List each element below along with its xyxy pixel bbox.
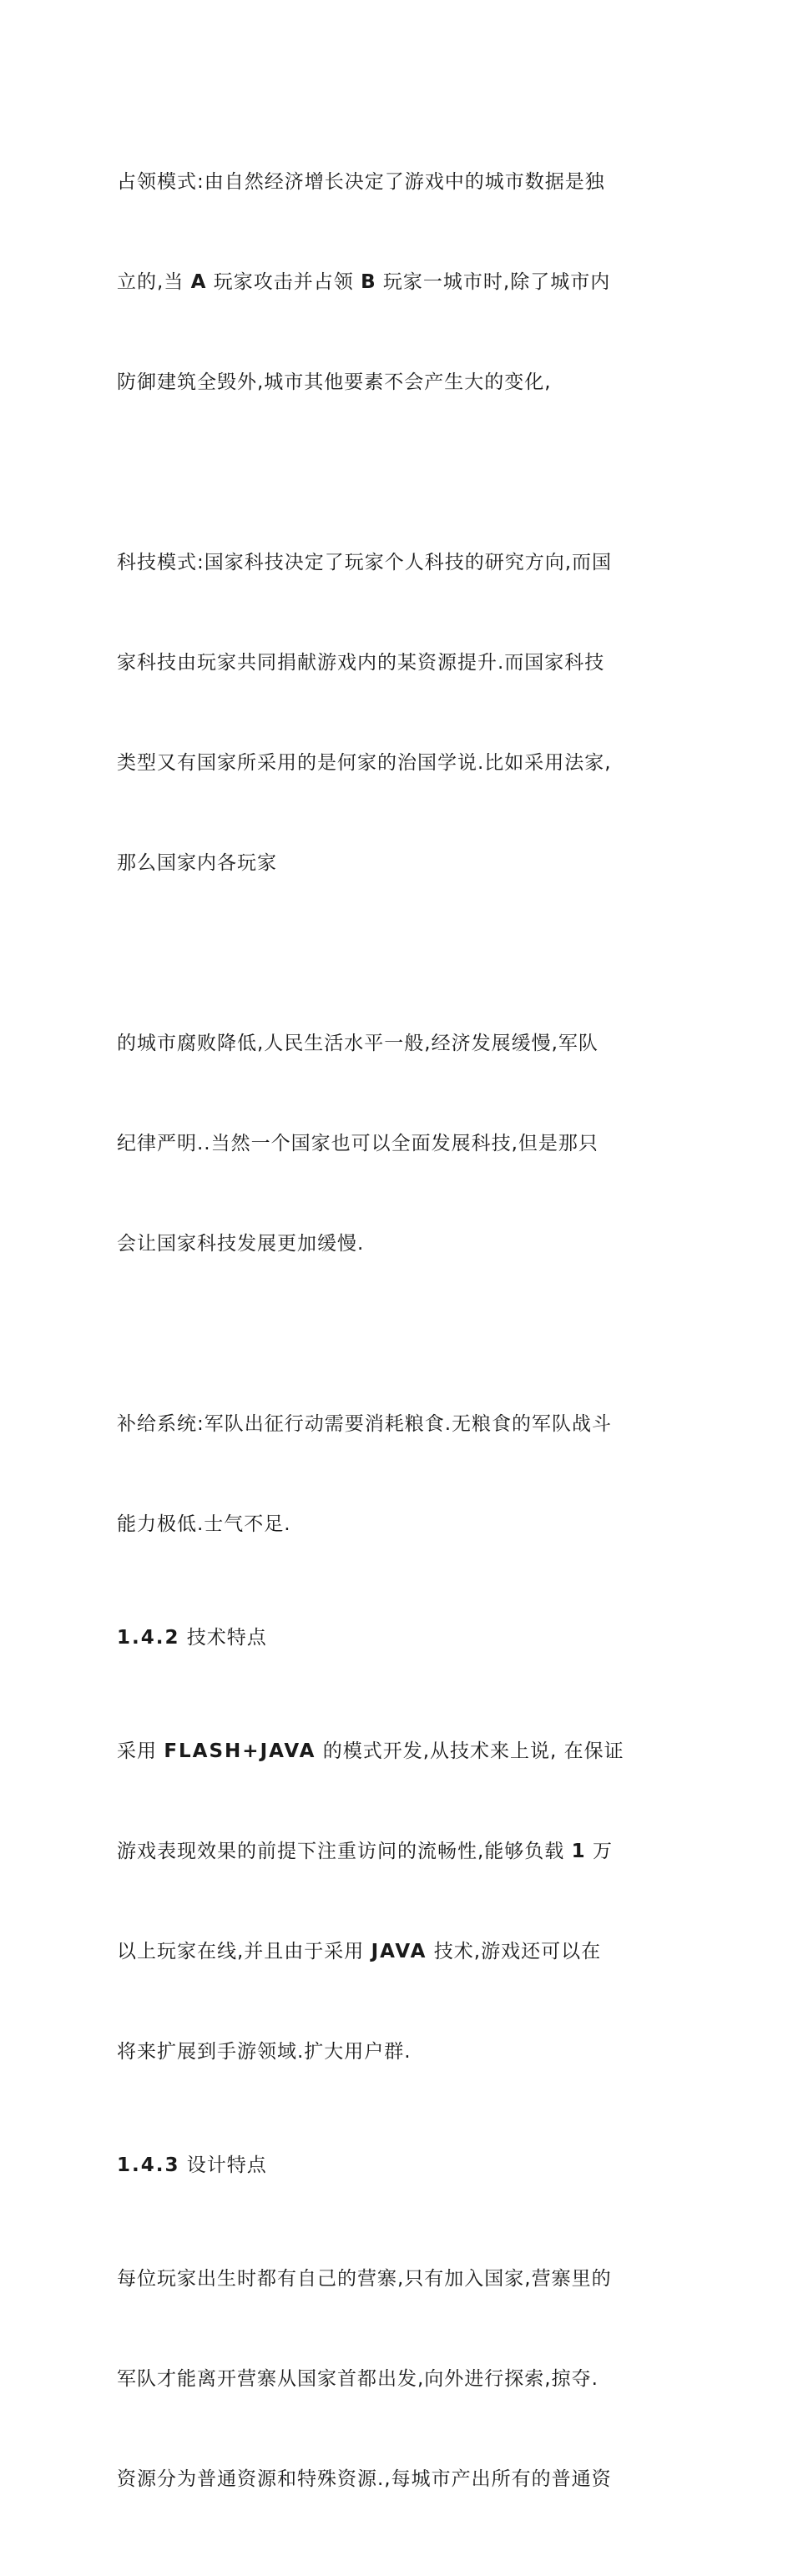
text-run: 玩家攻击并占领 — [206, 271, 361, 293]
text-run-bold: JAVA — [371, 1941, 427, 1962]
text-run: 立的,当 — [117, 271, 191, 293]
paragraph-tech-effects — [117, 960, 678, 1327]
text-line: 类型又有国家所采用的是何家的治国学说.比如采用法家, — [117, 752, 612, 774]
text-run-bold: A — [190, 271, 207, 293]
text-line: 能力极低.士气不足. — [117, 1513, 291, 1535]
text-line: 会让国家科技发展更加缓慢. — [117, 1233, 365, 1255]
text-run: 采用 — [117, 1740, 164, 1762]
text-line: 资源分为普通资源和特殊资源.,每城市产出所有的普通资 — [117, 2468, 612, 2490]
text-line: 纪律严明..当然一个国家也可以全面发展科技,但是那只 — [117, 1133, 599, 1154]
text-run: 技术,游戏还可以在 — [427, 1941, 602, 1962]
text-line: 占领模式:由自然经济增长决定了游戏中的城市数据是独 — [117, 171, 605, 193]
section-heading-design-features — [117, 2149, 678, 2182]
text-run: 的模式开发,从技术来上说, 在保证 — [316, 1740, 624, 1762]
text-line: 补给系统:军队出征行动需要消耗粮食.无粮食的军队战斗 — [117, 1413, 613, 1435]
section-heading-tech-features — [117, 1621, 678, 1654]
text-line — [117, 1835, 678, 1868]
text-line: 防御建筑全毁外,城市其他要素不会产生大的变化, — [117, 371, 552, 393]
paragraph-occupation-mode — [117, 98, 678, 466]
section-number: 1.4.3 — [117, 2154, 180, 2176]
text-line — [117, 1735, 678, 1768]
text-line: 科技模式:国家科技决定了玩家个人科技的研究方向,而国 — [117, 552, 613, 573]
text-run: 游戏表现效果的前提下注重访问的流畅性,能够负载 — [117, 1841, 572, 1862]
text-line: 军队才能离开营寨从国家首都出发,向外进行探索,掠夺. — [117, 2368, 599, 2390]
section-title: 技术特点 — [179, 1627, 267, 1649]
document-page — [117, 98, 678, 2576]
text-run-bold: 1 — [571, 1841, 586, 1862]
text-line — [117, 265, 678, 299]
section-number: 1.4.2 — [117, 1627, 180, 1649]
text-run: 以上玩家在线,并且由于采用 — [117, 1941, 371, 1962]
text-line: 那么国家内各玩家 — [117, 852, 277, 874]
text-run-bold: FLASH+JAVA — [164, 1740, 316, 1762]
text-line: 家科技由玩家共同捐献游戏内的某资源提升.而国家科技 — [117, 652, 605, 674]
text-line — [117, 1935, 678, 1968]
paragraph-design-features — [117, 2195, 678, 2563]
text-line: 的城市腐败降低,人民生活水平一般,经济发展缓慢,军队 — [117, 1033, 599, 1054]
paragraph-tech-features — [117, 1668, 678, 2135]
text-line: 每位玩家出生时都有自己的营寨,只有加入国家,营寨里的 — [117, 2268, 612, 2290]
paragraph-supply-system — [117, 1341, 678, 1608]
paragraph-tech-mode — [117, 479, 678, 947]
text-run: 玩家一城市时,除了城市内 — [376, 271, 611, 293]
text-run: 万 — [585, 1841, 613, 1862]
text-run-bold: B — [361, 271, 376, 293]
text-line: 将来扩展到手游领域.扩大用户群. — [117, 2041, 412, 2063]
section-title: 设计特点 — [179, 2154, 267, 2176]
